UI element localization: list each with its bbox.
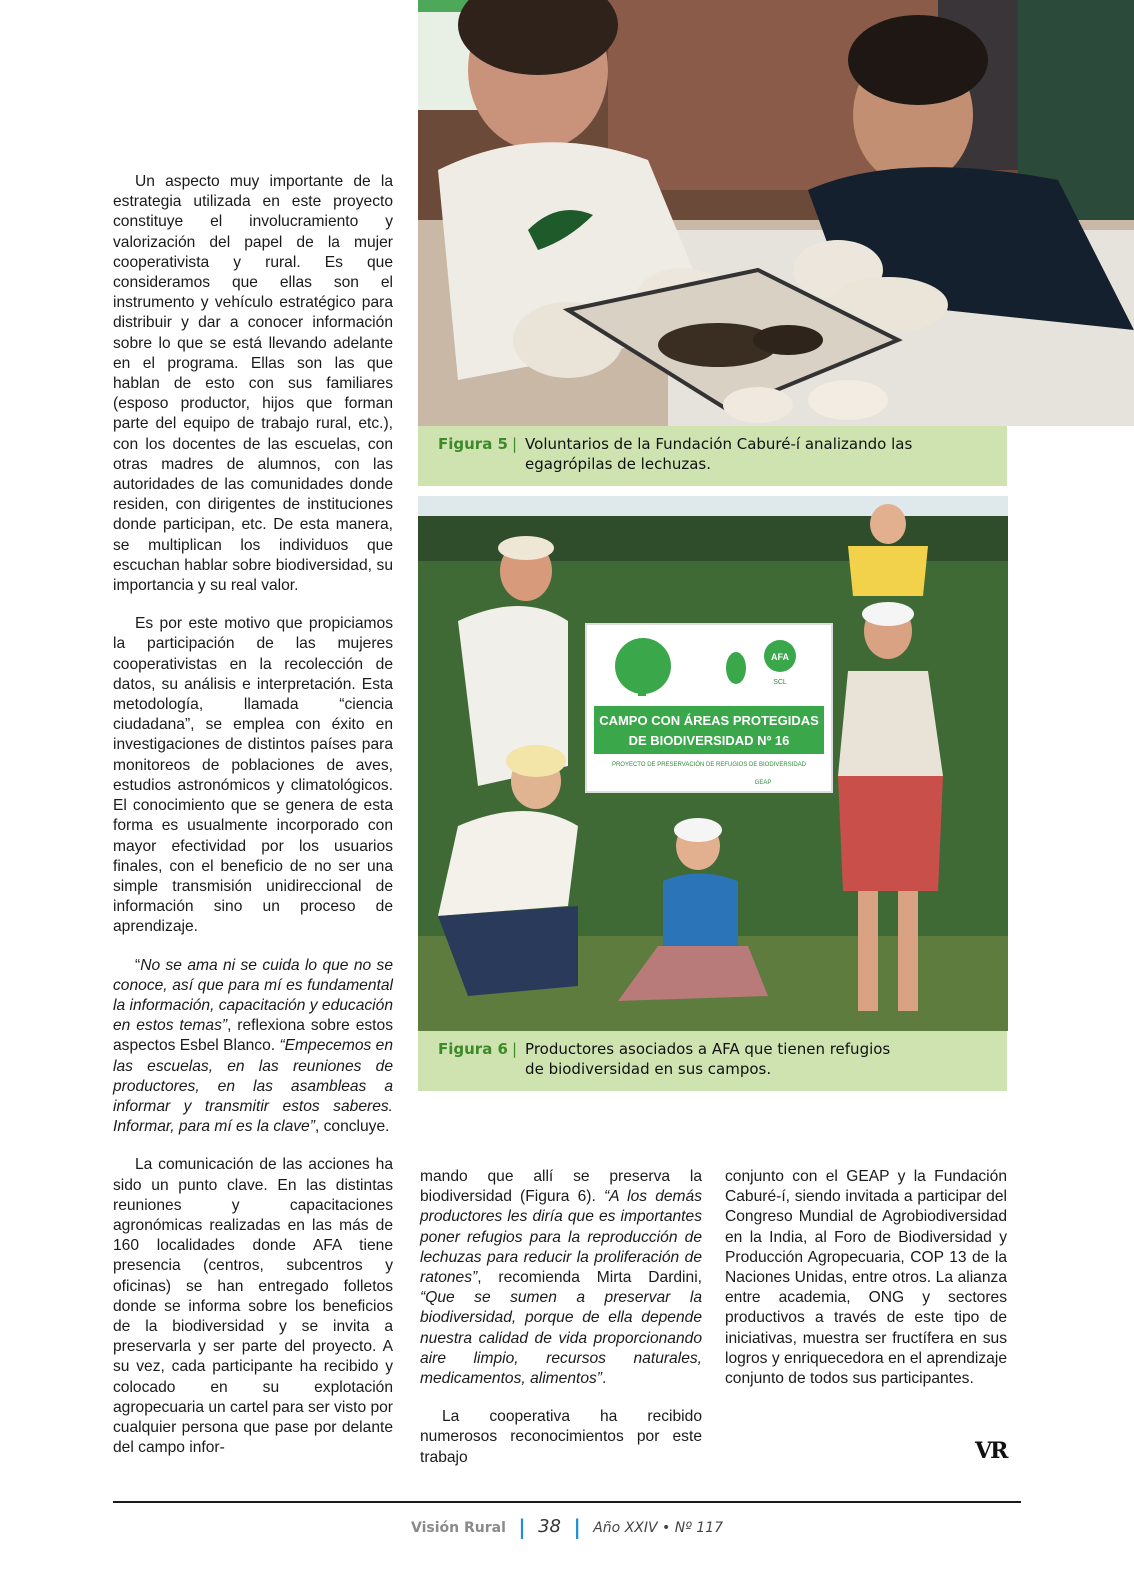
sign-line-4: GEAP <box>754 780 772 786</box>
biodiversity-sign <box>586 624 832 792</box>
column-1 <box>113 172 393 1476</box>
footer-separator: | <box>573 1515 581 1539</box>
magazine-name: Visión Rural <box>411 1520 506 1536</box>
paragraph: La cooperativa ha recibido numerosos reconocimientos por este trabajo <box>420 1408 702 1466</box>
sign-line-2: DE BIODIVERSIDAD Nº 16 <box>628 733 790 748</box>
figure-label: Figura 5 <box>438 435 508 453</box>
sign-line-3: PROYECTO DE PRESERVACIÓN DE REFUGIOS DE BIODIVERSIDAD <box>611 762 807 768</box>
afa-logo: AFA <box>771 652 789 662</box>
figure-6-photo <box>418 496 1008 1031</box>
afa-logo-sub: SCL <box>773 679 787 686</box>
volunteers-photo-illustration <box>418 0 1134 426</box>
figure-6-caption <box>418 1031 1007 1091</box>
footer-divider <box>113 1501 1021 1503</box>
column-3 <box>725 1167 1007 1407</box>
figure-label: Figura 6 <box>438 1040 508 1058</box>
paragraph: Un aspecto muy importante de la estrategia utilizada en este proyecto constituye el involucramiento y valorización del papel de la mujer cooperativista y rural. Es que consideramos que ellas son el instrumento y vehículo estratégico para distribuir y dar a conocer información sobre lo que se está llevando adelante en el programa. Ellas son las que hablan de esto con sus familiares (esposo productor, hijos que forman parte del equipo de trabajo rural, etc.), con los docentes de las escuelas, con otras madres de alumnos, con las autoridades de las comunidades donde residen, con dirigentes de instituciones donde participan, etc. De esta manera, se multiplican los individuos que escuchan hablar sobre biodiversidad, su importancia y su real valor. <box>113 173 393 595</box>
page-number: 38 <box>538 1516 562 1537</box>
paragraph: Es por este motivo que propiciamos la participación de las mujeres cooperativistas en la recolección de datos, su análisis e interpretación. Esta metodología, llamada “ciencia ciudadana”, se emplea con éxito en investigaciones de distintos países para monitoreos de poblaciones de aves, estudios astronómicos y climatológicos. El conocimiento que se genera de esta forma es usualmente incorporado con mayor efectividad por los usuarios finales, con el beneficio de no ser una simple transmisión unidireccional de información sino un proceso de aprendizaje. <box>113 615 393 936</box>
caption-text: Voluntarios de la Fundación Caburé-í analizando las egagrópilas de lechuzas. <box>525 435 913 473</box>
caption-text: Productores asociados a AFA que tienen refugios de biodiversidad en sus campos. <box>525 1040 891 1078</box>
caption-divider: | <box>511 1040 518 1058</box>
footer-separator: | <box>518 1515 526 1539</box>
issue-info: Año XXIV • Nº 117 <box>593 1520 723 1536</box>
vr-logo: VR <box>975 1438 1007 1464</box>
paragraph: conjunto con el GEAP y la Fundación Caburé-í, siendo invitada a participar del Congreso Mundial de Agrobiodiversidad en la India, al Foro de Biodiversidad y Producción Agropecuaria, COP 13 de la Naciones Unidas, entre otros. La alianza entre academia, ONG y sectores productivos a través de este tipo de iniciativas, muestra ser fructífera en sus logros y enriquecedora en el aprendizaje conjunto de todos sus participantes. <box>725 1168 1007 1388</box>
page-footer <box>0 1515 1134 1539</box>
paragraph: La comunicación de las acciones ha sido un punto clave. En las distintas reuniones y capacitaciones agronómicas realizadas en las más de 160 localidades donde AFA tiene presencia (centros, subcentros y oficinas) se han entregado folletos donde se informa sobre los beneficios de la biodiversidad y se invita a preservarla y ser parte del proyecto. A su vez, cada participante ha recibido y colocado en su explotación agropecuaria un cartel para ser visto por cualquier persona que pase por delante del campo infor- <box>113 1156 393 1457</box>
paragraph-quote: “No se ama ni se cuida lo que no se conoce, así que para mí es fundamental la información, capacitación y educación en estos temas”, reflexiona sobre estos aspectos Esbel Blanco. “Empecemos en las escuelas, en las reuniones de productores, en las asambleas a informar y transmitir estos saberes. Informar, para mí es la clave”, concluye. <box>113 956 393 1136</box>
paragraph: mando que allí se preserva la biodiversidad (Figura 6). “A los demás productores les diría que es importantes poner refugios para la reproducción de lechuzas para reducir la proliferación de ratones”, recomienda Mirta Dardini, “Que se sumen a preservar la biodiversidad, porque de ella depende nuestra calidad de vida proporcionando aire limpio, recursos naturales, medicamentos, alimentos”. <box>420 1168 702 1388</box>
figure-5-photo <box>418 0 1134 426</box>
caption-divider: | <box>511 435 518 453</box>
figure-5-caption <box>418 426 1007 486</box>
column-2 <box>420 1167 702 1486</box>
sign-line-1: CAMPO CON ÁREAS PROTEGIDAS <box>599 713 819 728</box>
producers-photo-illustration <box>418 496 1008 1031</box>
